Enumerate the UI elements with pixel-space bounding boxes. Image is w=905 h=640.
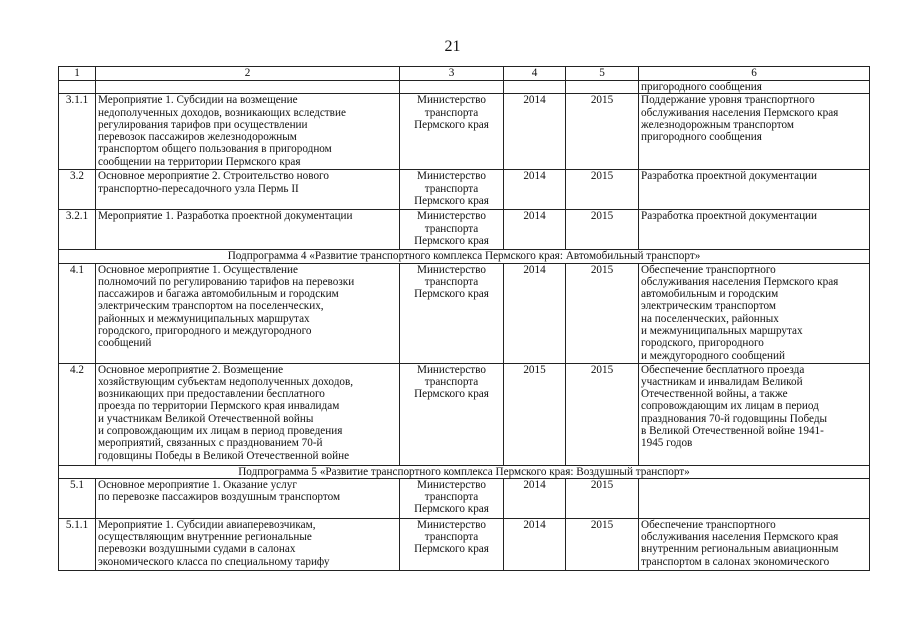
item-result: пригородного сообщения — [639, 81, 870, 94]
item-executor: Министерство транспорта Пермского края — [400, 170, 504, 210]
item-executor: Министерство транспорта Пермского края — [400, 94, 504, 170]
column-number: 6 — [639, 67, 870, 81]
item-start-year: 2014 — [504, 170, 566, 210]
subprogram-row — [59, 250, 870, 263]
item-result: Обеспечение бесплатного проезда участникам и инвалидам Великой Отечественной войны, а также сопровождающим их лицам в период празднования 70-й годовщины Победы в Великой Отечественной войне 1941- 1945 годов — [639, 363, 870, 465]
table-row — [59, 263, 870, 363]
item-start-year: 2014 — [504, 94, 566, 170]
item-executor: Министерство транспорта Пермского края — [400, 478, 504, 518]
item-start-year — [504, 81, 566, 94]
item-number: 5.1 — [59, 478, 96, 518]
item-result: Обеспечение транспортного обслуживания населения Пермского края автомобильным и городским электрическим транспортом на поселенческих, районных и межмуниципальных маршрутах городского, пригородного и междугородного сообщений — [639, 263, 870, 363]
item-end-year — [566, 81, 639, 94]
item-description: Мероприятие 1. Субсидии на возмещение недополученных доходов, возникающих вследствие регулирования тарифов при осуществлении перевозок пассажиров железнодорожным транспортом общего пользования в пригородном сообщении на территории Пермского края — [96, 94, 400, 170]
column-number: 2 — [96, 67, 400, 81]
column-number: 1 — [59, 67, 96, 81]
item-number: 3.2 — [59, 170, 96, 210]
table-row — [59, 81, 870, 94]
item-number: 4.1 — [59, 263, 96, 363]
item-result: Поддержание уровня транспортного обслуживания населения Пермского края железнодорожным транспортом пригородного сообщения — [639, 94, 870, 170]
item-end-year: 2015 — [566, 478, 639, 518]
item-executor: Министерство транспорта Пермского края — [400, 263, 504, 363]
item-start-year: 2015 — [504, 363, 566, 465]
item-start-year: 2014 — [504, 518, 566, 570]
item-number: 3.1.1 — [59, 94, 96, 170]
column-number: 3 — [400, 67, 504, 81]
table-row — [59, 210, 870, 250]
column-number: 4 — [504, 67, 566, 81]
item-description: Мероприятие 1. Субсидии авиаперевозчикам, осуществляющим внутренние региональные перевозки воздушными судами в салонах экономического класса по специальному тарифу — [96, 518, 400, 570]
item-end-year: 2015 — [566, 263, 639, 363]
item-executor: Министерство транспорта Пермского края — [400, 518, 504, 570]
item-end-year: 2015 — [566, 518, 639, 570]
item-end-year: 2015 — [566, 94, 639, 170]
item-result — [639, 478, 870, 518]
item-start-year: 2014 — [504, 263, 566, 363]
table-row — [59, 518, 870, 570]
item-result: Разработка проектной документации — [639, 170, 870, 210]
item-number: 5.1.1 — [59, 518, 96, 570]
item-end-year: 2015 — [566, 170, 639, 210]
item-end-year: 2015 — [566, 210, 639, 250]
subprogram-title: Подпрограмма 5 «Развитие транспортного комплекса Пермского края: Воздушный транспорт» — [59, 465, 870, 478]
item-description: Основное мероприятие 2. Строительство нового транспортно-пересадочного узла Пермь II — [96, 170, 400, 210]
item-executor: Министерство транспорта Пермского края — [400, 363, 504, 465]
item-description: Мероприятие 1. Разработка проектной документации — [96, 210, 400, 250]
item-result: Обеспечение транспортного обслуживания населения Пермского края внутренним региональным авиационным транспортом в салонах экономического — [639, 518, 870, 570]
item-description: Основное мероприятие 1. Осуществление полномочий по регулированию тарифов на перевозки пассажиров и багажа автомобильным и городским электрическим транспортом на поселенческих, районных и межмуниципальных маршрутах городского, пригородного и междугородного сообщений — [96, 263, 400, 363]
subprogram-row — [59, 465, 870, 478]
item-number: 3.2.1 — [59, 210, 96, 250]
item-executor: Министерство транспорта Пермского края — [400, 210, 504, 250]
item-description: Основное мероприятие 2. Возмещение хозяйствующим субъектам недополученных доходов, возникающих при предоставлении бесплатного проезда по территории Пермского края инвалидам и участникам Великой Отечественной войны и сопровождающим их лицам в период проведения мероприятий, связанных с празднованием 70-й годовщины Победы в Великой Отечественной войне — [96, 363, 400, 465]
activities-table — [58, 66, 870, 571]
table-row — [59, 94, 870, 170]
item-number: 4.2 — [59, 363, 96, 465]
column-number: 5 — [566, 67, 639, 81]
item-description: Основное мероприятие 1. Оказание услуг по перевозке пассажиров воздушным транспортом — [96, 478, 400, 518]
column-number-row — [59, 67, 870, 81]
table-row — [59, 363, 870, 465]
subprogram-title: Подпрограмма 4 «Развитие транспортного комплекса Пермского края: Автомобильный транспорт» — [59, 250, 870, 263]
item-number — [59, 81, 96, 94]
item-result: Разработка проектной документации — [639, 210, 870, 250]
item-executor — [400, 81, 504, 94]
table-row — [59, 170, 870, 210]
table-row — [59, 478, 870, 518]
item-description — [96, 81, 400, 94]
item-start-year: 2014 — [504, 210, 566, 250]
item-end-year: 2015 — [566, 363, 639, 465]
page-number: 21 — [444, 38, 461, 55]
item-start-year: 2014 — [504, 478, 566, 518]
